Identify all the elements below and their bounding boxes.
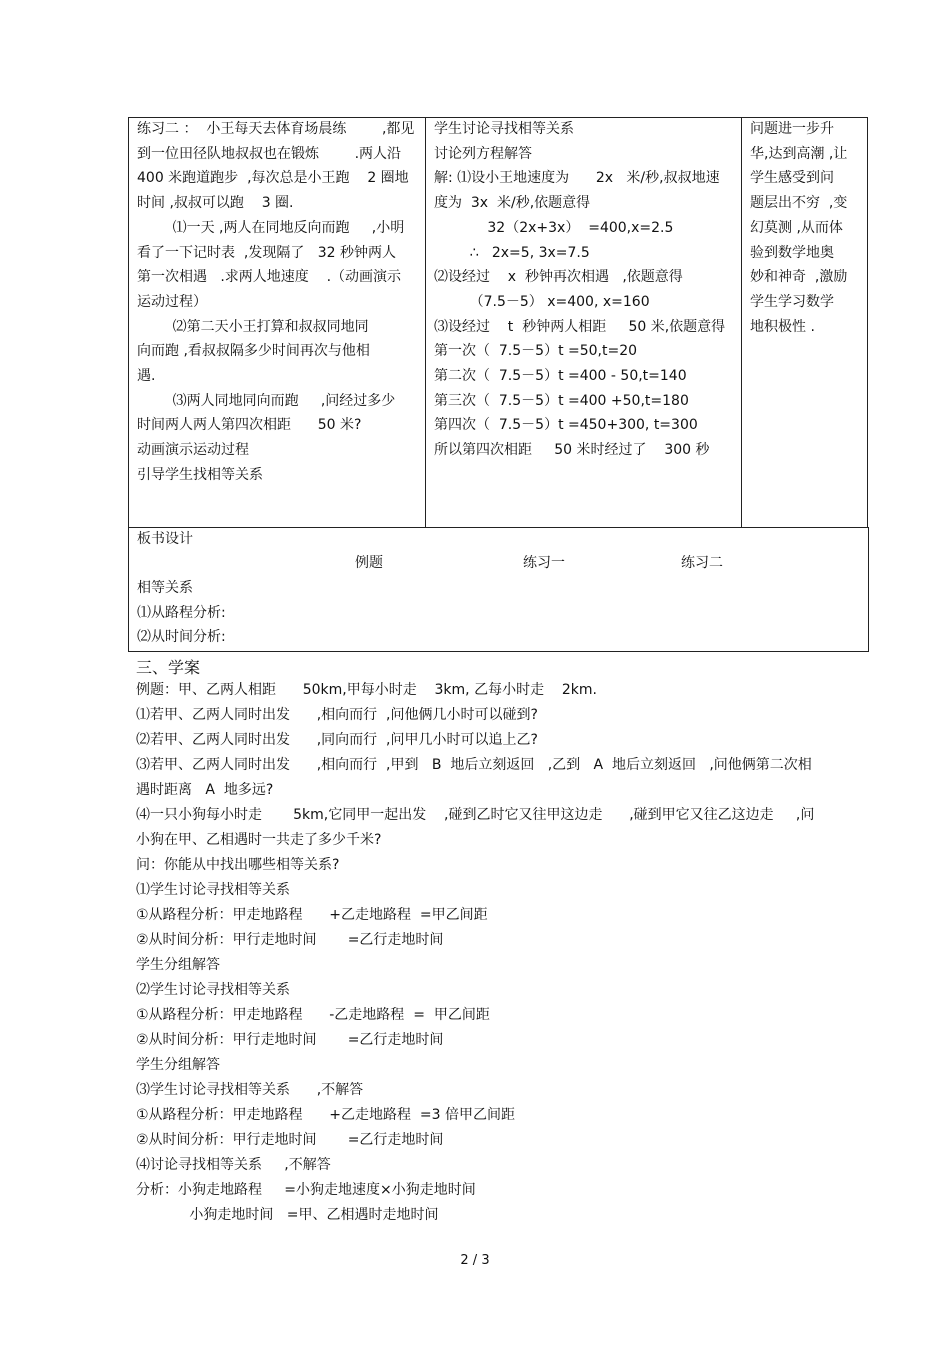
text-line: 题层出不穷 ,变 — [750, 195, 848, 212]
body-line: ②从时间分析：甲行走地时间 =乙行走地时间 — [136, 932, 444, 948]
body-line: 小狗走地时间 =甲、乙相遇时走地时间 — [136, 1207, 439, 1223]
text-line: 第二次（ 7.5－5）t =400 - 50,t=140 — [434, 368, 687, 384]
body-line: ⑴若甲、乙两人同时出发 ,相向而行 ,问他俩几小时可以碰到? — [136, 707, 538, 723]
body-line: 学生分组解答 — [136, 957, 220, 973]
page-number: 2 / 3 — [460, 1253, 490, 1268]
text-line: 看了一下记时表 ,发现隔了 32 秒钟两人 — [137, 244, 396, 261]
text-line: 32（2x+3x） =400,x=2.5 — [434, 219, 674, 236]
purpose-cell — [742, 118, 868, 528]
text-line: ⑶两人同地同向而跑 ,问经过多少 — [137, 392, 396, 409]
text-line: ⑶设经过 t 秒钟两人相距 50 米,依题意得 — [434, 318, 726, 335]
body-line: ⑶若甲、乙两人同时出发 ,相向而行 ,甲到 B 地后立刻返回 ,乙到 A 地后立刻返回 ,问他俩第二次相 — [136, 757, 812, 773]
body-line: 分析：小狗走地路程 =小狗走地速度×小狗走地时间 — [136, 1182, 476, 1198]
text-line: 向而跑 ,看叔叔隔多少时间再次与他相 — [137, 343, 370, 360]
body-line: ①从路程分析：甲走地路程 +乙走地路程 =3 倍甲乙间距 — [136, 1107, 515, 1123]
text-line: 华,达到高潮 ,让 — [750, 145, 848, 162]
text-line: 所以第四次相距 50 米时经过了 300 秒 — [434, 442, 710, 459]
section-title: 三、学案 — [136, 658, 201, 677]
text-line: 问题进一步升 — [750, 121, 834, 137]
text-line: 第四次（ 7.5－5）t =450+300, t=300 — [434, 417, 698, 434]
text-line: 学生讨论寻找相等关系 — [434, 121, 574, 137]
body-line: 遇时距离 A 地多远? — [136, 782, 274, 798]
text-line: 讨论列方程解答 — [434, 145, 532, 162]
text-line: 第三次（ 7.5－5）t =400 +50,t=180 — [434, 392, 689, 409]
solution-cell — [426, 118, 742, 528]
text-line: 第一次（ 7.5－5）t =50,t=20 — [434, 343, 638, 360]
text-line: （7.5－5） x=400, x=160 — [434, 293, 650, 310]
body-line: ⑴学生讨论寻找相等关系 — [136, 882, 290, 898]
board-design-box — [128, 527, 869, 652]
body-line: 小狗在甲、乙相遇时一共走了多少千米? — [136, 832, 382, 848]
text-line: 时间 ,叔叔可以跑 3 圈. — [137, 195, 294, 212]
body-line: 问：你能从中找出哪些相等关系? — [136, 857, 340, 873]
text-line: 练习二 ： 小王每天去体育场晨练 ,都见 — [137, 121, 415, 137]
text-line: 运动过程） — [137, 293, 207, 310]
body-line: ⑷讨论寻找相等关系 ,不解答 — [136, 1157, 331, 1173]
text-line: 动画演示运动过程 — [137, 442, 249, 459]
text-line: ⑵设经过 x 秒钟再次相遇 ,依题意得 — [434, 269, 683, 286]
text-line: 第一次相遇 .求两人地速度 .（动画演示 — [137, 269, 402, 286]
body-line: ①从路程分析：甲走地路程 -乙走地路程 = 甲乙间距 — [136, 1007, 490, 1023]
board-title: 板书设计 — [137, 531, 193, 547]
board-col-example: 例题 — [355, 555, 383, 571]
body-line: ②从时间分析：甲行走地时间 =乙行走地时间 — [136, 1032, 444, 1048]
text-line: 引导学生找相等关系 — [137, 466, 263, 483]
text-line: 时间两人两人第四次相距 50 米? — [137, 417, 362, 434]
board-row-time: ⑵从时间分析: — [137, 629, 226, 645]
text-line: 学生学习数学 — [750, 293, 834, 310]
text-line: ⑵第二天小王打算和叔叔同地同 — [137, 318, 369, 335]
text-line: 验到数学地奥 — [750, 244, 834, 261]
text-line: 妙和神奇 ,激励 — [750, 269, 848, 286]
body-line: 例题：甲、乙两人相距 50km,甲每小时走 3km, 乙每小时走 2km. — [136, 682, 597, 698]
text-line: 地积极性 . — [750, 318, 815, 335]
board-col-exercise1: 练习一 — [523, 555, 565, 571]
text-line: ∴ 2x=5, 3x=7.5 — [434, 244, 590, 261]
board-row-distance: ⑴从路程分析: — [137, 605, 226, 621]
text-line: 幻莫测 ,从而体 — [750, 219, 843, 236]
text-line: 解: ⑴设小王地速度为 2x 米/秒,叔叔地速 — [434, 170, 720, 187]
text-line: 400 米跑道跑步 ,每次总是小王跑 2 圈地 — [137, 170, 409, 187]
body-line: ①从路程分析：甲走地路程 +乙走地路程 =甲乙间距 — [136, 907, 488, 923]
text-line: ⑴一天 ,两人在同地反向而跑 ,小明 — [137, 219, 405, 236]
body-line: ⑷一只小狗每小时走 5km,它同甲一起出发 ,碰到乙时它又往甲这边走 ,碰到甲它又往乙这边走 ,问 — [136, 807, 815, 823]
body-line: ⑵学生讨论寻找相等关系 — [136, 982, 290, 998]
body-line: ⑵若甲、乙两人同时出发 ,同向而行 ,问甲几小时可以追上乙? — [136, 732, 538, 748]
board-row-relation: 相等关系 — [137, 580, 193, 596]
text-line: 度为 3x 米/秒,依题意得 — [434, 195, 591, 212]
board-col-exercise2: 练习二 — [681, 555, 723, 571]
body-line: ②从时间分析：甲行走地时间 =乙行走地时间 — [136, 1132, 444, 1148]
text-line: 到一位田径队地叔叔也在锻炼 .两人沿 — [137, 145, 402, 162]
exercise-cell — [129, 118, 426, 528]
lesson-table — [128, 117, 868, 528]
body-line: 学生分组解答 — [136, 1057, 220, 1073]
text-line: 学生感受到问 — [750, 170, 834, 187]
body-line: ⑶学生讨论寻找相等关系 ,不解答 — [136, 1082, 364, 1098]
text-line: 遇. — [137, 368, 156, 384]
